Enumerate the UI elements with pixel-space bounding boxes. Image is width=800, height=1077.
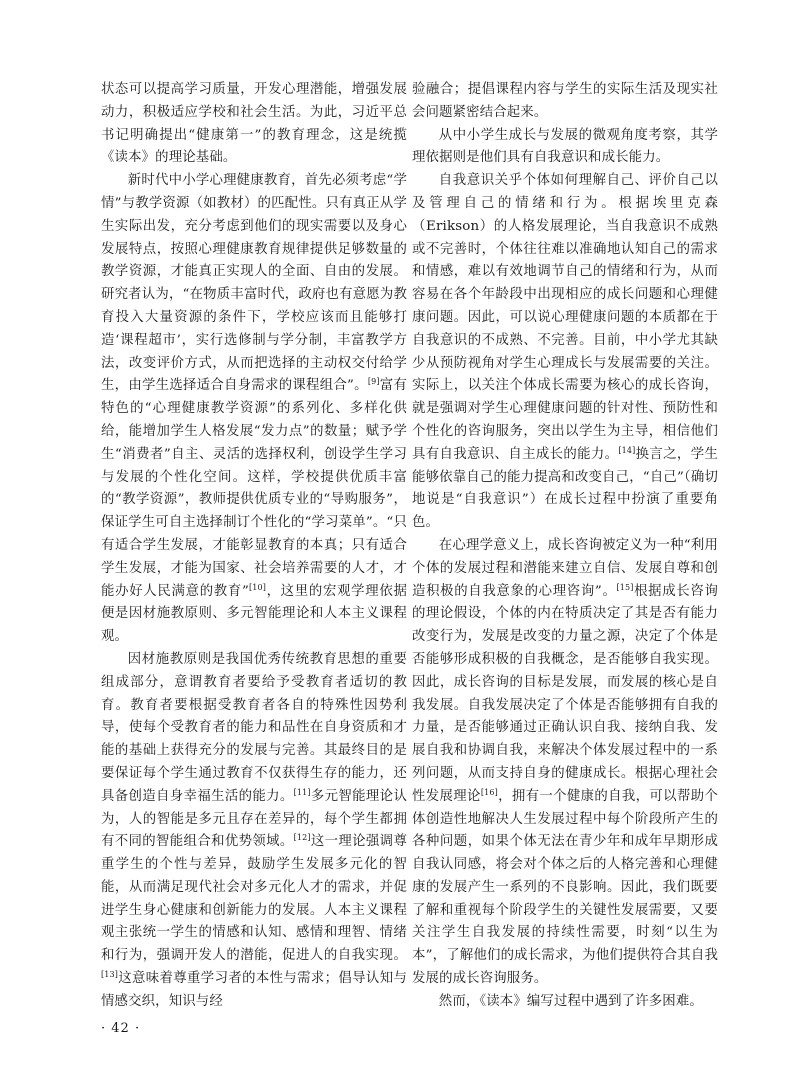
paragraph	[101, 170, 407, 649]
citation-ref: [10]	[248, 582, 267, 592]
paragraph	[101, 79, 407, 170]
left-column	[101, 79, 407, 1014]
paragraph	[101, 649, 407, 1014]
citation-ref: [13]	[101, 970, 119, 980]
text-run: 因材施教原则是我国优秀传统教育思想的重要组成部分，意谓教育者要给予受教育者适切的教育。教育者要根据受教育者各自的特殊性因势利导，使每个受教育者的能力和品性在自身资质和才能的基础上获得充分的发展与完善。其最终目的是要保证每个学生通过教育不仅获得生存的能力，还具备创造自身幸福生活的能力。	[101, 651, 407, 804]
citation-ref: [9]	[367, 377, 380, 387]
text-run: ，拥有一个健康的自我，可以帮助个体创造性地解决人生发展过程中每个阶段所产生的各种问题，如果个体无法在青少年和成年早期形成自我认同感，将会对个体之后的人格完善和心理健康的发展产生一系列的不良影响。因此，我们既要了解和重视每个阶段学生的关键性发展需要，又要关注学生自我发展的持续性需要，时刻“以生为本”，了解他们的成长需求，为他们提供符合其自我发展的成长咨询服务。	[412, 788, 719, 987]
text-run: 状态可以提高学习质量，开发心理潜能，增强发展动力，积极适应学校和社会生活。为此，习近平总书记明确提出“健康第一”的教育理念，这是统揽《读本》的理论基础。	[101, 82, 407, 166]
text-run: 验融合；提倡课程内容与学生的实际生活及现实社会问题紧密结合起来。	[412, 82, 718, 120]
text-run: 这意味着尊重学习者的本性与需求；倡导认知与情感交织，知识与经	[101, 971, 407, 1009]
text-run: 根据成长咨询的理论假设，个体的内在特质决定了其是否有能力改变行为，发展是改变的力量之源，决定了个体是否能够形成积极的自我概念，是否能够自我实现。因此，成长咨询的目标是发展，而发展的核心是自我发展。自我发展决定了个体是否能够拥有自我的力量，是否能够通过正确认识自我、接纳自我、发展自我和协调自我，来解决个体发展过程中的一系列问题，从而支持自身的健康成长。根据心理社会性发展理论	[412, 583, 718, 804]
citation-ref: [15]	[616, 582, 634, 592]
text-run: ，这里的宏观学理依据便是因材施教原则、多元智能理论和人本主义课程观。	[101, 583, 407, 645]
text-run: 在心理学意义上，成长咨询被定义为一种“利用个体的发展过程和潜能来建立自信、发展自尊和创造积极的自我意象的心理咨询”。	[412, 537, 718, 599]
text-run: 然而，《读本》编写过程中遇到了许多困难。	[438, 993, 703, 1009]
paragraph	[412, 79, 718, 125]
text-run: 从中小学生成长与发展的微观角度考察，其学理依据则是他们具有自我意识和成长能力。	[412, 127, 718, 166]
page-number: · 42 ·	[101, 1021, 141, 1036]
citation-ref: [16]	[480, 787, 498, 797]
paragraph	[412, 991, 718, 1014]
text-run: 自我意识关乎个体如何理解自己、评价自己以及管理自己的情绪和行为。根据埃里克森（Erikson）的人格发展理论，当自我意识不成熟或不完善时，个体往往难以准确地认知自己的需求和情感，难以有效地调节自己的情绪和行为，从而容易在各个年龄段中出现相应的成长问题和心理健康问题。因此，可以说心理健康问题的本质都在于自我意识的不成熟、不完善。目前，中小学尤其缺少从预防视角对学生心理成长与发展需要的关注。实际上，以关注个体成长需要为核心的成长咨询，就是强调对学生心理健康问题的针对性、预防性和个性化的咨询服务，突出以学生为主导，相信他们具有自我意识、自主成长的能力。	[412, 173, 718, 462]
paragraph	[412, 535, 718, 991]
citation-ref: [11]	[293, 787, 311, 797]
citation-ref: [14]	[618, 445, 636, 455]
text-run: 富有特色的“心理健康教学资源”的系列化、多样化供给，能增加学生人格发展“发力点”的数量；赋予学生“消费者”自主、灵活的选择权利，创设学生学习与发展的个性化空间。这样，学校提供优质丰富的“教学资源”，教师提供优质专业的“导购服务”，保证学生可自主选择制订个性化的“学习菜单”。“只有适合学生发展，才能彰显教育的本真；只有适合学生发展，才能为国家、社会培养需要的人才，才能办好人民满意的教育”	[101, 378, 407, 599]
right-column	[412, 79, 718, 1014]
text-run: 这一理论强调尊重学生的个性与差异，鼓励学生发展多元化的智能，从而满足现代社会对多元化人才的需求，并促进学生身心健康和创新能力的发展。人本主义课程观主张统一学生的情感和认知、感情和理智、情绪和行为，强调开发人的潜能，促进人的自我实现。	[101, 834, 407, 964]
text-run: 换言之，学生能够依靠自己的能力提高和改变自己，“自己”（确切地说是“自我意识”）在成长过程中扮演了重要角色。	[412, 446, 718, 531]
paragraph	[412, 170, 718, 535]
text-run: 新时代中小学心理健康教育，首先必须考虑“学情”与教学资源（如教材）的匹配性。只有真正从学生实际出发，充分考虑到他们的现实需要以及身心发展特点，按照心理健康教育规律提供足够数量的教学资源，才能真正实现人的全面、自由的发展。研究者认为，“在物质丰富时代，政府也有意愿为教育投入大量资源的条件下，学校应该而且能够打造‘课程超市’，实行选修制与学分制，丰富教学方法，改变评价方式，从而把选择的主动权交付给学生，由学生选择适合自身需求的课程组合”。	[101, 173, 407, 394]
citation-ref: [12]	[293, 833, 311, 843]
text-run: 多元智能理论认为，人的智能是多元且存在差异的，每个学生都拥有不同的智能组合和优势领域。	[101, 788, 407, 850]
paragraph	[412, 125, 718, 171]
